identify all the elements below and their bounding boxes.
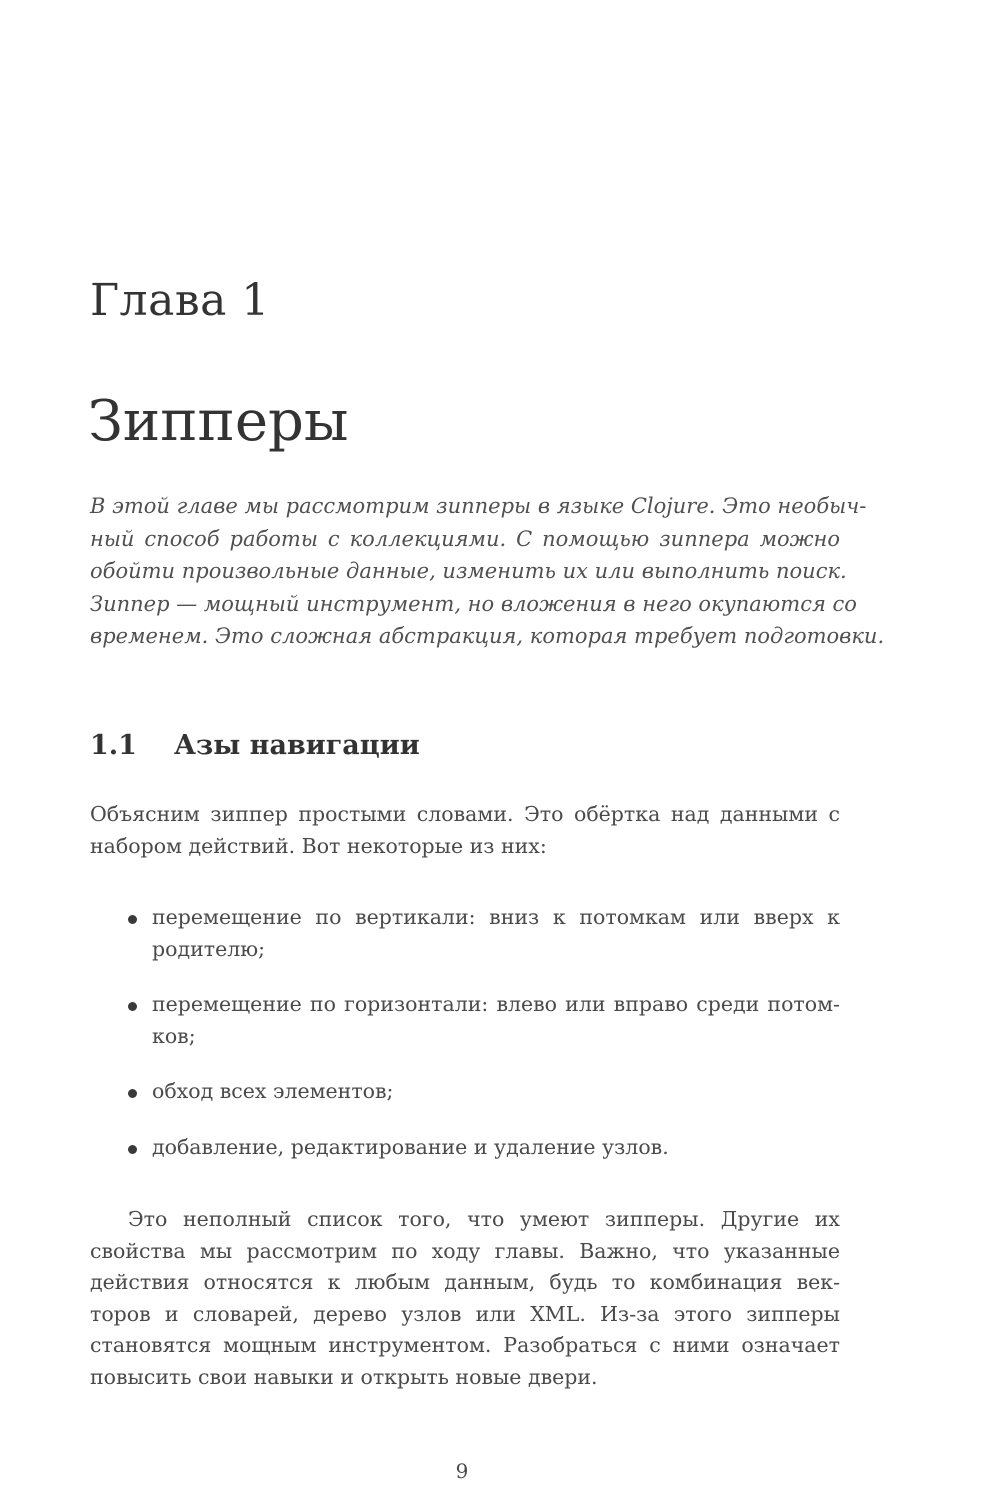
list-item-line: перемещение по горизонтали: влево или вправо среди потом- xyxy=(152,992,840,1016)
section-title: Азы навигации xyxy=(174,730,420,761)
list-item-line: родителю; xyxy=(152,936,266,961)
bullet-icon xyxy=(128,1002,137,1011)
list-item-line: обход всех элементов; xyxy=(152,1079,394,1103)
chapter-abstract xyxy=(90,490,885,653)
paragraph-line: свойства мы рассмотрим по ходу главы. Важно, что указанные xyxy=(90,1238,840,1263)
section-number: 1.1 xyxy=(90,730,137,761)
bullet-icon xyxy=(128,915,137,924)
bullet-icon xyxy=(128,1089,137,1098)
paragraph-line: торов и словарей, дерево узлов или XML. Из-за этого зипперы xyxy=(90,1301,840,1326)
bullet-icon xyxy=(128,1145,137,1154)
paragraph-line: действия относятся к любым данным, будь то комбинация век- xyxy=(90,1270,840,1294)
list-item-line: добавление, редактирование и удаление узлов. xyxy=(152,1135,669,1159)
abstract-line: В этой главе мы рассмотрим зипперы в языке Clojure. Это необыч- xyxy=(90,494,867,518)
list-item xyxy=(90,1132,840,1164)
abstract-line: временем. Это сложная абстракция, которая требует подготовки. xyxy=(90,624,885,648)
closing-paragraph xyxy=(90,1204,840,1393)
abstract-line: ный способ работы с коллекциями. С помощью зиппера можно xyxy=(90,526,840,551)
paragraph-line: повысить свои навыки и открыть новые двери. xyxy=(90,1364,598,1389)
page-number: 9 xyxy=(455,1459,469,1483)
list-item xyxy=(90,902,840,965)
abstract-line: Зиппер — мощный инструмент, но вложения в него окупаются со xyxy=(90,591,857,616)
paragraph-line: Это неполный список того, что умеют зипперы. Другие их xyxy=(128,1207,840,1231)
section-heading xyxy=(90,726,420,766)
chapter-label: Глава 1 xyxy=(90,275,270,326)
paragraph-line: Объясним зиппер простыми словами. Это обёртка над данными с xyxy=(90,802,840,826)
chapter-title: Зипперы xyxy=(88,389,349,454)
intro-paragraph xyxy=(90,799,840,862)
paragraph-line: становятся мощным инструментом. Разобраться с ними означает xyxy=(90,1333,840,1357)
list-item xyxy=(90,1076,840,1108)
list-item xyxy=(90,989,840,1052)
list-item-line: ков; xyxy=(152,1023,196,1048)
abstract-line: обойти произвольные данные, изменить их или выполнить поиск. xyxy=(90,559,847,583)
paragraph-line: набором действий. Вот некоторые из них: xyxy=(90,833,547,858)
list-item-line: перемещение по вертикали: вниз к потомкам или вверх к xyxy=(152,905,840,929)
